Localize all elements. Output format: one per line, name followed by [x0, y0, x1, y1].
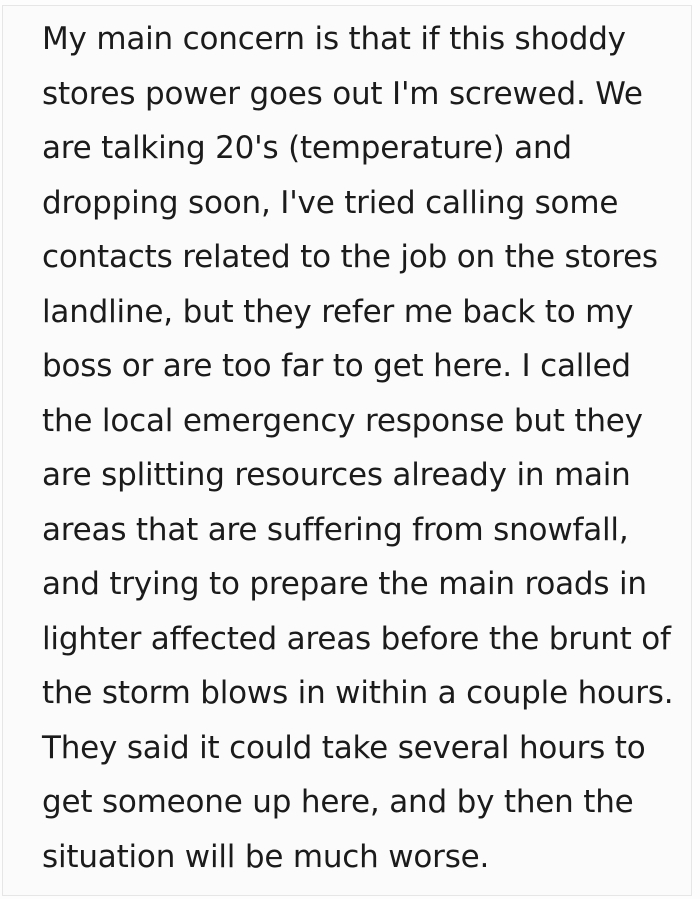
- text-line: get someone up here, and by then the: [42, 784, 634, 820]
- text-line: landline, but they refer me back to my: [42, 293, 634, 330]
- text-line: the storm blows in within a couple hours.: [42, 675, 674, 711]
- text-line: and trying to prepare the main roads in: [42, 566, 647, 602]
- text-line: are talking 20's (temperature) and: [42, 130, 572, 166]
- text-line: My main concern is that if this shoddy: [42, 21, 626, 57]
- text-line: situation will be much worse.: [42, 838, 490, 875]
- text-line: stores power goes out I'm screwed. We: [42, 75, 643, 112]
- text-line: They said it could take several hours to: [42, 729, 646, 766]
- text-line: dropping soon, I've tried calling some: [42, 184, 619, 221]
- text-line: boss or are too far to get here. I called: [42, 348, 631, 384]
- post-text-card: [2, 5, 692, 896]
- text-line: are splitting resources already in main: [42, 457, 631, 493]
- post-text: [42, 12, 691, 884]
- text-line: the local emergency response but they: [42, 402, 643, 439]
- text-line: areas that are suffering from snowfall,: [42, 511, 629, 548]
- text-line: contacts related to the job on the stores: [42, 239, 658, 275]
- text-line: lighter affected areas before the brunt of: [42, 620, 671, 657]
